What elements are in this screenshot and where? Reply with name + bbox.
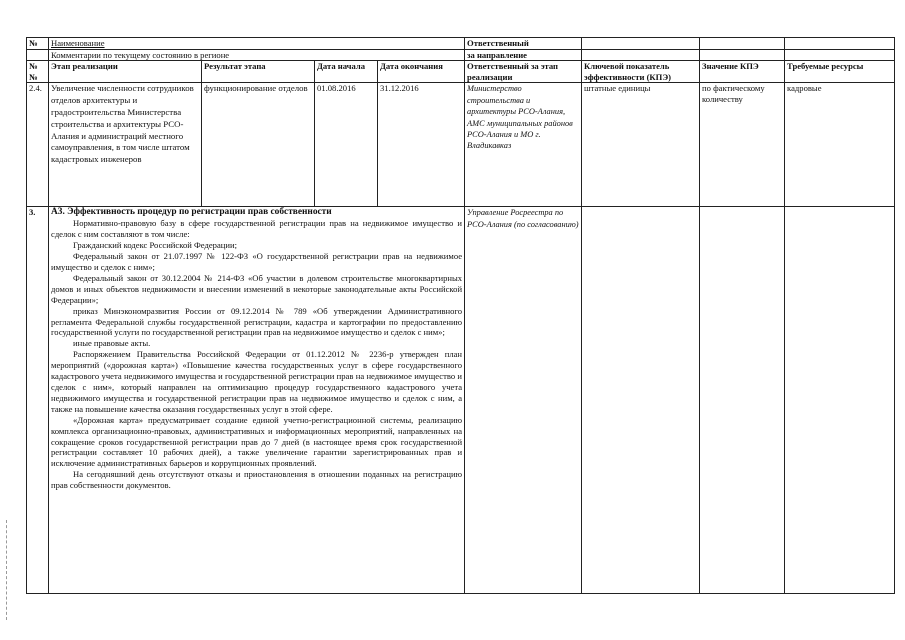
section-title: А3. Эффективность процедур по регистрации прав собственности: [51, 207, 332, 218]
header-row-name: [27, 38, 895, 50]
row-kpi-value: по фактическому количеству: [700, 83, 785, 207]
row-stage: Увеличение численности сотрудников отделов архитектуры и градостроительства Министерства строительства и архитектуры РСО-Алания и администраций местного самоуправления, в том числе штатом кадастровых инженеров: [49, 83, 202, 207]
section-paragraph: приказ Минэкономразвития России от 09.12.2014 № 789 «Об утверждении Административного регламента Федеральной службы государственной регистрации, кадастра и картографии по предоставлению государственной услуги по государственной регистрации прав на недвижимое имущество и сделок с ним»;: [51, 305, 463, 338]
table-row: [27, 83, 895, 207]
header-name: Наименование: [49, 38, 465, 50]
header-result: Результат этапа: [202, 61, 315, 83]
header-responsible-direction: за направление: [465, 49, 582, 61]
plan-table: [26, 37, 895, 594]
header-empty-2: [700, 38, 785, 50]
header-stage: Этап реализации: [49, 61, 202, 83]
row-no: 2.4.: [27, 83, 49, 207]
section-paragraph: иные правовые акты.: [73, 338, 151, 349]
header-kpi: Ключевой показатель эффективности (КПЭ): [582, 61, 700, 83]
section-no: 3.: [27, 207, 49, 594]
header-date-start: Дата начала: [315, 61, 378, 83]
header-empty-4: [582, 49, 700, 61]
section-paragraph: «Дорожная карта» предусматривает создание единой учетно-регистрационной системы, реализацию комплекса организационно-правовых, административных и информационных мероприятий, направленных на сокращение сроков государственной регистрации прав до 7 дней (в настоящее время срок государственной регистрации составляет 10 рабочих дней), а также увеличение гарантии зарегистрированных прав и исключение административных барьеров и коррупционных проявлений.: [51, 414, 463, 469]
section-paragraph: Гражданский кодекс Российской Федерации;: [73, 240, 237, 251]
section-paragraph: На сегодняшний день отсутствуют отказы и приостановления в отношении поданных на регистрацию прав собственности документов.: [51, 469, 463, 491]
section-empty-kpi: [582, 207, 700, 594]
header-empty-5: [700, 49, 785, 61]
section-paragraph: Нормативно-правовую базу в сфере государственной регистрации прав на недвижимое имущество и сделок с ним составляют в том числе:: [51, 218, 463, 240]
row-date-start: 01.08.2016: [315, 83, 378, 207]
header-empty-6: [785, 49, 895, 61]
header-sub-no: № №: [27, 61, 49, 83]
section-paragraph: Федеральный закон от 21.07.1997 № 122-ФЗ «О государственной регистрации прав на недвижимое имущество и сделок с ним»;: [51, 251, 463, 272]
header-responsible: Ответственный: [465, 38, 582, 50]
section-body: [49, 207, 465, 594]
header-no: №: [27, 38, 49, 50]
row-result: функционирование отделов: [202, 83, 315, 207]
row-date-end: 31.12.2016: [378, 83, 465, 207]
header-resources: Требуемые ресурсы: [785, 61, 895, 83]
row-resources: кадровые: [785, 83, 895, 207]
section-responsible: Управление Росреестра по РСО-Алания (по согласованию): [465, 207, 582, 594]
section-empty-resources: [785, 207, 895, 594]
section-empty-kpi-value: [700, 207, 785, 594]
header-row-columns: [27, 61, 895, 83]
page-margin-mark: [6, 520, 7, 620]
header-empty-3: [785, 38, 895, 50]
row-responsible: Министерство строительства и архитектуры РСО-Алания, АМС муниципальных районов РСО-Алания и МО г. Владикавказ: [465, 83, 582, 207]
header-kpi-value: Значение КПЭ: [700, 61, 785, 83]
header-row-comment: [27, 49, 895, 61]
header-date-end: Дата окончания: [378, 61, 465, 83]
header-responsible-stage: Ответственный за этап реализации: [465, 61, 582, 83]
header-empty-1: [582, 38, 700, 50]
section-row: [27, 207, 895, 594]
section-paragraph: Федеральный закон от 30.12.2004 № 214-ФЗ «Об участии в долевом строительстве многоквартирных домов и иных объектов недвижимости и внесении изменений в некоторые законодательные акты Российской Федерации»;: [51, 272, 463, 305]
header-comment: Комментарии по текущему состоянию в регионе: [49, 49, 465, 61]
section-paragraph: Распоряжением Правительства Российской Федерации от 01.12.2012 № 2236-р утвержден план мероприятий («дорожная карта») «Повышение качества государственных услуг в сфере государственного кадастрового учета недвижимого имущества и государственной регистрации прав на недвижимое имущество и сделок с ним», который направлен на оптимизацию процедур государственного кадастрового учета недвижимого имущества и государственной регистрации прав на недвижимое имущество и сделок с ним, а также на повышение качества оказания государственных услуг в этой сфере.: [51, 349, 463, 414]
header-no-blank: [27, 49, 49, 61]
row-kpi: штатные единицы: [582, 83, 700, 207]
